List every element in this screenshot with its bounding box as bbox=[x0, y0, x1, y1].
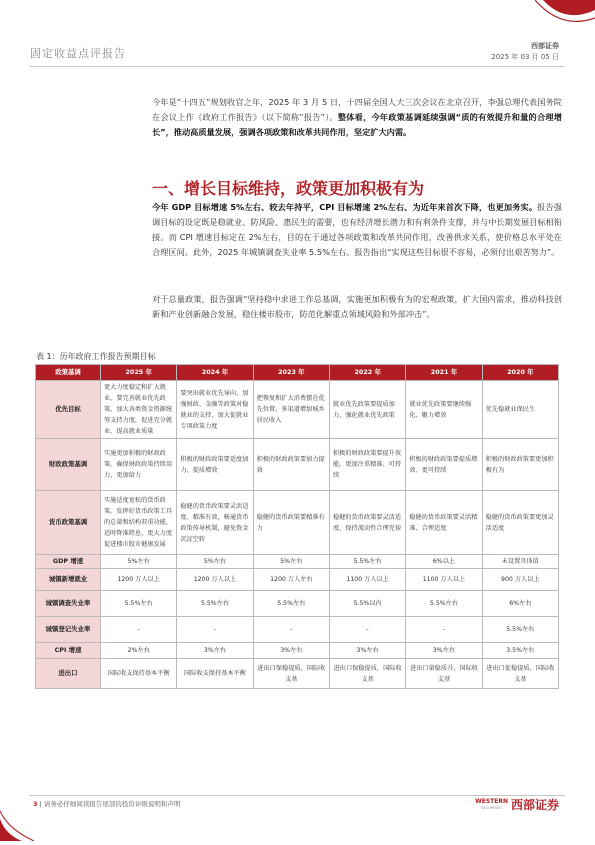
corner-decoration bbox=[535, 0, 595, 26]
table-cell: 积极的财政政策要提升效能，更加注重精准、可持续 bbox=[329, 439, 405, 491]
table-cell: 1200 万人以上 bbox=[101, 569, 177, 591]
table-cell: 未设置具体值 bbox=[482, 555, 558, 569]
header-company: 西部证券 bbox=[531, 42, 559, 50]
table-cell: 积极的财政政策要更加积极有为 bbox=[482, 439, 558, 491]
table-cell: 稳健的货币政策要更加灵活适度 bbox=[482, 491, 558, 555]
table-cell: 就业优先政策要继续强化、聚力增效 bbox=[406, 381, 482, 439]
table-row bbox=[36, 659, 559, 689]
table-cell: 稳健的货币政策要灵活精准、合理适度 bbox=[406, 491, 482, 555]
table-cell: 要突出就业优先导向，加强财政、金融等政策对稳就业的支持，加大促就业专项政策力度 bbox=[177, 381, 253, 439]
table-cell: 就业优先政策要提质加力，强化就业优先政策 bbox=[329, 381, 405, 439]
table-cell: 进出口保稳提质，国际收支基 bbox=[253, 659, 329, 689]
table-cell: 5%左右 bbox=[177, 555, 253, 569]
table-cell: 5.5%左右 bbox=[177, 591, 253, 617]
table-cell: 实施更加积极的财政政策。确保财政政策持续用力、更加给力 bbox=[101, 439, 177, 491]
header-date: 2025 年 03 月 05 日 bbox=[491, 53, 559, 61]
header-info bbox=[491, 41, 559, 63]
row-header: 货币政策基调 bbox=[36, 491, 101, 555]
table-cell: 5.5%以内 bbox=[329, 591, 405, 617]
row-header: 财政政策基调 bbox=[36, 439, 101, 491]
growth-paragraph bbox=[152, 200, 562, 260]
growth-bold: 今年 GDP 目标增速 5%左右、较去年持平，CPI 目标增速 2%左右、为近年来首次下降，也更加务实。 bbox=[152, 202, 538, 212]
table-cell: 3%左右 bbox=[253, 643, 329, 659]
table-cell: 5%左右 bbox=[253, 555, 329, 569]
intro-paragraph bbox=[152, 95, 562, 140]
table-cell: - bbox=[177, 617, 253, 643]
table-row bbox=[36, 591, 559, 617]
row-header: CPI 增速 bbox=[36, 643, 101, 659]
table-cell: 进出口保稳提质，国际收支基 bbox=[329, 659, 405, 689]
doc-type-label: 固定收益点评报告 bbox=[30, 47, 126, 60]
table-cell: 3%左右 bbox=[329, 643, 405, 659]
table-cell: 1200 万人以上 bbox=[177, 569, 253, 591]
table-cell: 1200 万人左右 bbox=[253, 569, 329, 591]
header-divider bbox=[30, 66, 565, 67]
table-cell: 5.5%左右 bbox=[329, 555, 405, 569]
column-header: 政策基调 bbox=[36, 365, 101, 381]
table-cell: 6%左右 bbox=[482, 591, 558, 617]
table-cell: 900 万人以上 bbox=[482, 569, 558, 591]
table-row bbox=[36, 439, 559, 491]
table-cell: 国际收支保持基本平衡 bbox=[101, 659, 177, 689]
table-row bbox=[36, 381, 559, 439]
row-header: GDP 增速 bbox=[36, 555, 101, 569]
disclaimer-text: 请务必仔细阅读报告尾部的投资评级说明和声明 bbox=[43, 800, 181, 808]
table-cell: 积极的财政政策要适度加力、提质增效 bbox=[177, 439, 253, 491]
table-header-row bbox=[36, 365, 559, 381]
table-cell: - bbox=[329, 617, 405, 643]
row-header: 优先目标 bbox=[36, 381, 101, 439]
intro-bold: 整体看，今年政策基调延续强调“质的有效提升和量的合理增长”，推动高质量发展，强调各项政策和改革共同作用，坚定扩大内需。 bbox=[152, 112, 562, 137]
table-cell: 3%左右 bbox=[177, 643, 253, 659]
row-header: 城镇调查失业率 bbox=[36, 591, 101, 617]
table-cell: 进出口促稳提质，国际收支基 bbox=[482, 659, 558, 689]
table-row bbox=[36, 617, 559, 643]
table-cell: 5.5%左右 bbox=[406, 591, 482, 617]
table-cell: 2%左右 bbox=[101, 643, 177, 659]
page-number: 3 bbox=[33, 800, 38, 808]
column-header: 2023 年 bbox=[253, 365, 329, 381]
table-row bbox=[36, 491, 559, 555]
table-cell: 稳健的货币政策要精准有力 bbox=[253, 491, 329, 555]
table-cell: 5.5%左右 bbox=[101, 591, 177, 617]
company-logo bbox=[475, 796, 559, 813]
table-cell: 3%左右 bbox=[406, 643, 482, 659]
policy-normal: 对于总量政策，报告强调“坚持稳中求进工作总基调，实施更加积极有为的宏观政策，扩大国内需求，推动科技创新和产业创新融合发展，稳住楼市股市，防范化解重点领域风险和外部冲击”。 bbox=[152, 294, 562, 319]
table-cell: 5.5%左右 bbox=[482, 617, 558, 643]
table-row bbox=[36, 569, 559, 591]
table-cell: 实施适度宽松的货币政策。发挥好货币政策工具的总量和结构双重功能，适时降准降息，更大力度促进楼市股市健康发展 bbox=[101, 491, 177, 555]
column-header: 2024 年 bbox=[177, 365, 253, 381]
table-cell: 1100 万人以上 bbox=[329, 569, 405, 591]
table-cell: 3.5%左右 bbox=[482, 643, 558, 659]
logo-mark bbox=[475, 799, 508, 811]
table-cell: 国际收支保持基本平衡 bbox=[177, 659, 253, 689]
intro-normal: 今年是“十四五”规划收官之年，2025 年 3 月 5 日，十四届全国人大三次会议在北京召开，李强总理代表国务院在会议上作《政府工作报告》（以下简称“报告”）。 bbox=[152, 97, 562, 122]
table-cell: - bbox=[406, 617, 482, 643]
growth-normal: 报告强调目标的设定既是稳就业、防风险、惠民生的需要，也有经济增长潜力和有利条件支撑，并与中长期发展目标相衔接。而 CPI 增速目标定在 2%左右，目的在于通过各项政策和改革共同作用，改善供求关系，使价格总水平处在合理区间。此外，2025 年城镇调查失业率 5.5%左右。报告指出“实现这些目标很不容易，必须付出艰苦努力”。 bbox=[152, 202, 562, 257]
row-header: 进出口 bbox=[36, 659, 101, 689]
row-header: 城镇登记失业率 bbox=[36, 617, 101, 643]
table-cell: 积极的财政政策要加力提效 bbox=[253, 439, 329, 491]
column-header: 2021 年 bbox=[406, 365, 482, 381]
table-caption: 表 1：历年政府工作报告预期目标 bbox=[36, 352, 156, 361]
table-cell: 稳健的货币政策要灵活适度，保持流动性合理充裕 bbox=[329, 491, 405, 555]
logo-cn: 西部证券 bbox=[510, 798, 559, 812]
policy-paragraph bbox=[152, 292, 562, 322]
table-cell: - bbox=[101, 617, 177, 643]
targets-table bbox=[35, 364, 559, 689]
row-header: 城镇新增就业 bbox=[36, 569, 101, 591]
table-cell: 1100 万人以上 bbox=[406, 569, 482, 591]
table-cell: 把恢复和扩大消费摆在优先位置，多渠道增加城乡居民收入 bbox=[253, 381, 329, 439]
table-row bbox=[36, 555, 559, 569]
footer-disclaimer: 3 | 请务必仔细阅读报告尾部的投资评级说明和声明 bbox=[33, 800, 181, 808]
table-cell: - bbox=[253, 617, 329, 643]
table-row bbox=[36, 643, 559, 659]
table-cell: 进出口量稳质升，国际收支基 bbox=[406, 659, 482, 689]
table-cell: 5.5%左右 bbox=[253, 591, 329, 617]
table-cell: 积极的财政政策要提质增效、更可持续 bbox=[406, 439, 482, 491]
table-cell: 稳健的货币政策要灵活适度、精准有效，畅通货币政策传导机制，避免资金沉淀空转 bbox=[177, 491, 253, 555]
column-header: 2025 年 bbox=[101, 365, 177, 381]
column-header: 2020 年 bbox=[482, 365, 558, 381]
logo-en: WESTERN bbox=[475, 797, 508, 805]
table-cell: 5%左右 bbox=[101, 555, 177, 569]
table-cell: 优先稳就业保民生 bbox=[482, 381, 558, 439]
section-title: 一、增长目标维持，政策更加积极有为 bbox=[152, 179, 425, 198]
table-cell: 更大力度稳定和扩大就业。要完善就业优先政策，加大各类资金资源统筹支持力度，促进充分就业、提高就业质量 bbox=[101, 381, 177, 439]
table-cell: 6%以上 bbox=[406, 555, 482, 569]
logo-en-sub: SECURITIES bbox=[481, 805, 502, 810]
column-header: 2022 年 bbox=[329, 365, 405, 381]
